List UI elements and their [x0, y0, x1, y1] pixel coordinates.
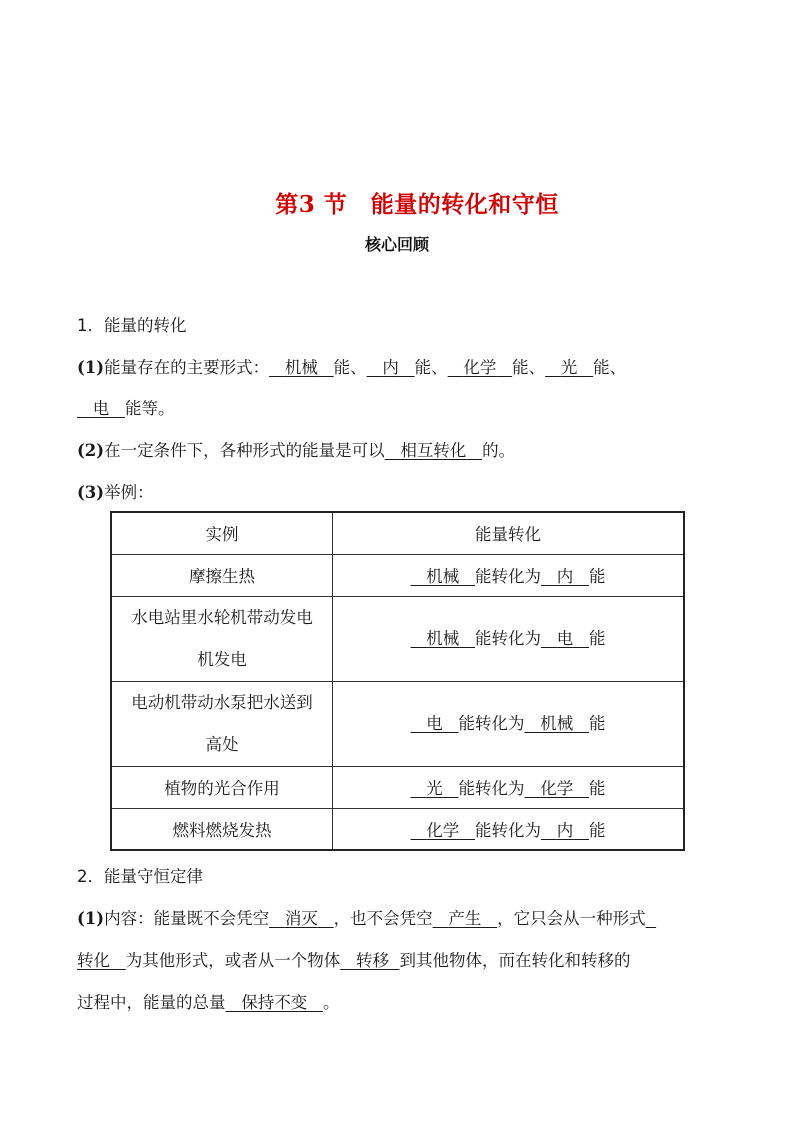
table-row	[111, 554, 684, 596]
example-line: 高处	[205, 734, 239, 754]
blank-answer: 内	[382, 358, 399, 377]
blank-answer: 内	[556, 567, 574, 586]
section-subtitle: 核心回顾	[364, 235, 429, 254]
energy-examples-table	[110, 511, 685, 851]
section2-p1-line3	[77, 992, 340, 1014]
example-cell: 摩擦生热	[111, 554, 333, 596]
blank	[411, 714, 459, 733]
s2-text: ，也不会凭空	[333, 909, 433, 928]
blank-answer: 机械	[540, 713, 574, 733]
blank-answer: 机械	[426, 567, 460, 586]
title-prefix: 第	[275, 192, 299, 218]
blank	[411, 779, 459, 798]
example-line: 机发电	[197, 649, 247, 669]
sep: 能、	[333, 358, 367, 377]
table-header: 能量转化	[333, 512, 685, 554]
mid-text: 能转化为	[458, 713, 525, 733]
blank	[411, 821, 476, 840]
end-text: 能	[589, 779, 606, 798]
example-cell	[111, 596, 333, 681]
blank-answer: 机械	[426, 628, 460, 648]
section2-p1-line2	[77, 950, 631, 972]
conversion-cell	[333, 596, 685, 681]
sep: 能、	[512, 358, 546, 377]
blank-answer: 机械	[284, 358, 318, 377]
blank-answer: 消灭	[284, 909, 318, 928]
p3-label: (3)	[77, 483, 105, 502]
blank	[411, 567, 476, 586]
example-cell: 植物的光合作用	[111, 766, 333, 808]
s2-text: 过程中，能量的总量	[77, 993, 226, 1012]
blank	[541, 821, 589, 840]
conversion-cell	[333, 808, 685, 850]
mid-text: 能转化为	[475, 567, 541, 586]
section2-p1	[77, 908, 656, 930]
end-text: 能	[589, 567, 606, 586]
s2-label: (1)	[77, 909, 105, 928]
table-row	[111, 681, 684, 766]
section1-p2	[77, 440, 515, 462]
s2-text: 为其他形式，或者从一个物体	[125, 951, 341, 970]
table-header: 实例	[111, 512, 333, 554]
example-line: 水电站里水轮机带动发电	[131, 607, 313, 627]
blank-answer: 光	[426, 779, 443, 798]
mid-text: 能转化为	[475, 820, 541, 840]
blank-start	[646, 909, 657, 928]
blank	[226, 993, 324, 1012]
end-text: 能	[589, 628, 606, 648]
end-text: 能	[589, 820, 606, 840]
blank	[448, 358, 513, 377]
blank-answer: 保持不变	[241, 993, 308, 1012]
blank	[269, 909, 334, 928]
conversion-cell	[333, 681, 685, 766]
blank-answer: 电	[556, 628, 574, 648]
p2-end: 的。	[482, 441, 516, 460]
blank	[411, 629, 476, 648]
example-cell	[111, 681, 333, 766]
p2-label: (2)	[77, 441, 105, 460]
blank-answer: 内	[556, 820, 574, 840]
s2-text: 到其他物体，而在转化和转移的	[399, 951, 631, 970]
s2-text: 内容：能量既不会凭空	[104, 909, 270, 928]
blank-answer: 产生	[448, 909, 482, 928]
blank	[433, 909, 498, 928]
blank	[541, 567, 589, 586]
blank-answer: 电	[92, 399, 110, 418]
blank-answer: 化学	[426, 820, 460, 840]
example-line: 电动机带动水泵把水送到	[131, 692, 313, 712]
page-title	[0, 186, 794, 219]
p2-text: 在一定条件下，各种形式的能量是可以	[104, 441, 385, 460]
blank	[269, 358, 334, 377]
blank	[77, 951, 126, 970]
table-row	[111, 596, 684, 681]
p1-label: (1)	[77, 358, 105, 377]
blank-answer: 电	[426, 713, 443, 733]
section1-p3	[77, 482, 154, 504]
blank	[385, 441, 483, 460]
blank-answer: 转化	[77, 951, 110, 970]
table-row	[111, 808, 684, 850]
table-row	[111, 766, 684, 808]
p1-end: 能等。	[125, 399, 175, 418]
section1-p1	[77, 357, 626, 379]
mid-text: 能转化为	[475, 628, 541, 648]
blank-answer: 相互转化	[400, 441, 467, 460]
blank	[541, 629, 589, 648]
section1-p1-cont	[77, 398, 175, 420]
blank-answer: 光	[560, 358, 578, 377]
blank	[340, 951, 399, 970]
blank	[525, 779, 590, 798]
blank	[367, 358, 415, 377]
blank-answer: 转移	[356, 951, 389, 970]
blank-answer: 化学	[463, 358, 497, 377]
s2-text: ，它只会从一种形式	[497, 909, 646, 928]
conversion-cell	[333, 554, 685, 596]
sep: 能、	[593, 358, 627, 377]
mid-text: 能转化为	[458, 779, 525, 798]
title-text: 节 能量的转化和守恒	[323, 192, 559, 218]
blank	[525, 714, 590, 733]
p3-text: 举例：	[104, 483, 154, 502]
blank	[545, 358, 593, 377]
end-text: 能	[589, 713, 606, 733]
conversion-cell	[333, 766, 685, 808]
section2-heading: 2．能量守恒定律	[77, 867, 203, 886]
table-header-row	[111, 512, 684, 554]
p1-text: 能量存在的主要形式：	[104, 358, 270, 377]
section1-heading: 1．能量的转化	[77, 316, 187, 335]
blank	[77, 399, 125, 418]
title-number: 3	[298, 191, 316, 218]
blank-answer: 化学	[540, 779, 574, 798]
example-cell: 燃料燃烧发热	[111, 808, 333, 850]
s2-text: 。	[323, 993, 340, 1012]
sep: 能、	[414, 358, 448, 377]
